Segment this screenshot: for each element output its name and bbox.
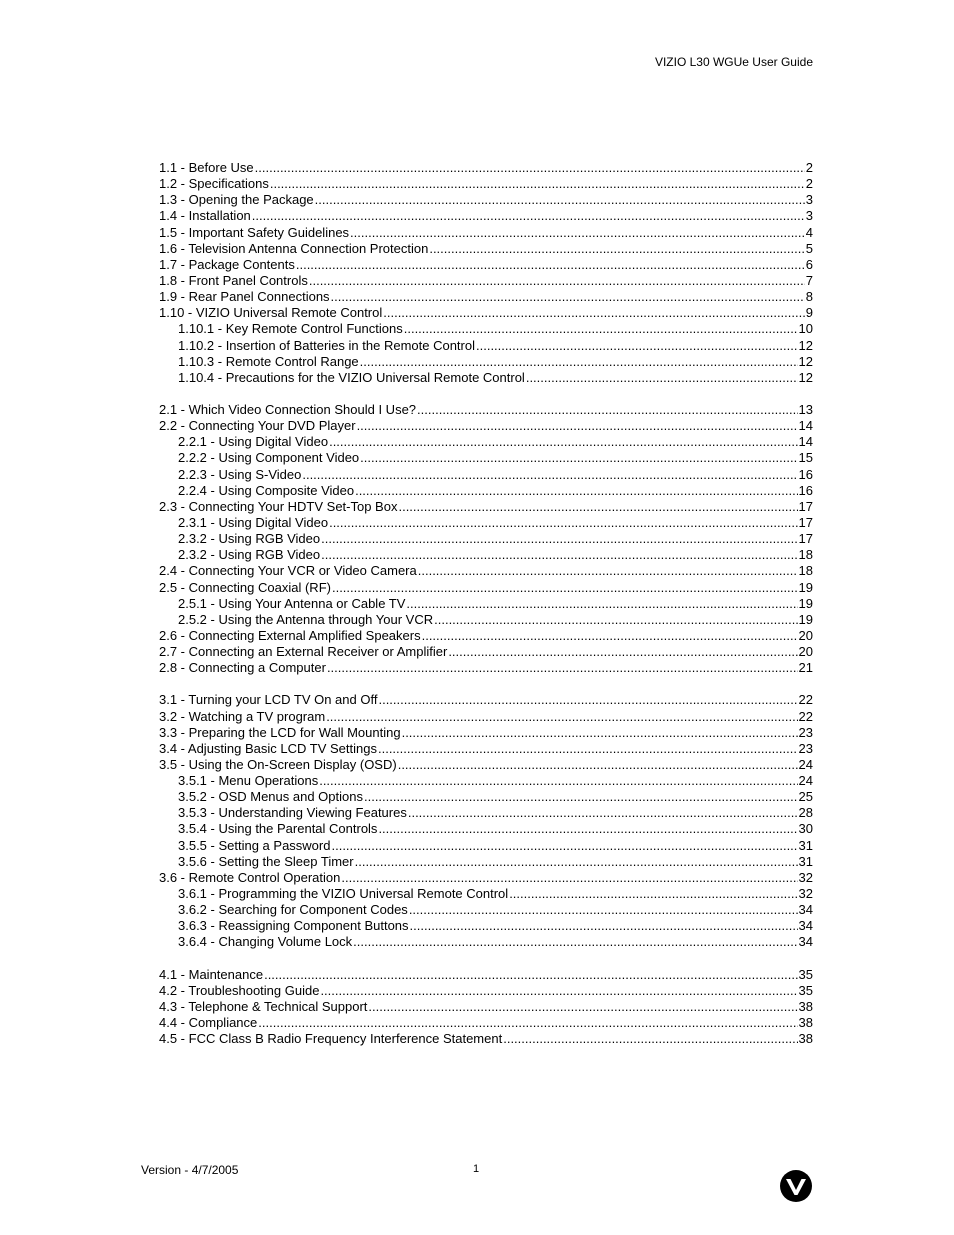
toc-dot-leader: [326, 709, 797, 725]
toc-dot-leader: [526, 370, 798, 386]
toc-entry-page: 10: [798, 321, 813, 337]
toc-entry-label: 2.3.1 - Using Digital Video: [178, 514, 329, 530]
toc-entry-label: 1.10 - VIZIO Universal Remote Control: [159, 305, 383, 321]
toc-entry-page: 22: [798, 692, 813, 708]
toc-entry-label: 2.3.2 - Using RGB Video: [178, 531, 321, 547]
toc-dot-leader: [258, 1015, 797, 1031]
toc-entry-page: 24: [798, 773, 813, 789]
toc-entry[interactable]: [159, 241, 813, 257]
toc-entry-page: 34: [798, 902, 813, 918]
toc-dot-leader: [378, 741, 798, 757]
toc-entry[interactable]: [159, 418, 813, 434]
toc-entry-label: 2.5 - Connecting Coaxial (RF): [159, 579, 331, 595]
toc-entry-label: 1.1 - Before Use: [159, 160, 254, 175]
toc-entry-label: 1.8 - Front Panel Controls: [159, 272, 308, 288]
toc-entry[interactable]: [159, 273, 813, 289]
toc-entry[interactable]: [159, 934, 813, 950]
toc-dot-leader: [360, 354, 798, 370]
toc-entry-page: 18: [798, 563, 813, 579]
toc-entry-label: 3.5.5 - Setting a Password: [178, 837, 331, 853]
toc-entry[interactable]: [159, 483, 813, 499]
toc-entry-label: 3.6 - Remote Control Operation: [159, 869, 341, 885]
toc-entry-page: 7: [805, 272, 813, 288]
toc-entry-label: 1.10.1 - Key Remote Control Functions: [178, 321, 403, 337]
toc-entry[interactable]: [159, 805, 813, 821]
toc-dot-leader: [476, 338, 798, 354]
toc-entry[interactable]: [159, 176, 813, 192]
toc-entry-page: 19: [798, 595, 813, 611]
toc-entry[interactable]: [159, 257, 813, 273]
toc-entry-page: 9: [805, 305, 813, 321]
toc-entry-label: 2.5.2 - Using the Antenna through Your VCR: [178, 611, 434, 627]
toc-dot-leader: [398, 499, 797, 515]
toc-dot-leader: [321, 547, 797, 563]
toc-entry-label: 2.2.1 - Using Digital Video: [178, 434, 329, 450]
toc-entry-page: 3: [805, 192, 813, 208]
toc-dot-leader: [417, 402, 798, 418]
toc-entry-label: 2.2.2 - Using Component Video: [178, 450, 360, 466]
toc-entry-label: 3.6.1 - Programming the VIZIO Universal Remote Control: [178, 886, 509, 902]
toc-dot-leader: [378, 692, 797, 708]
toc-entry-label: 1.3 - Opening the Package: [159, 192, 314, 208]
toc-dot-leader: [270, 176, 805, 192]
footer-version: Version - 4/7/2005: [141, 1163, 239, 1177]
toc-entry[interactable]: [159, 208, 813, 224]
toc-dot-leader: [509, 886, 797, 902]
toc-dot-leader: [368, 999, 797, 1015]
toc-entry[interactable]: [159, 1015, 813, 1031]
toc-entry-label: 2.1 - Which Video Connection Should I Use?: [159, 401, 417, 417]
toc-entry-page: 16: [798, 466, 813, 482]
toc-entry[interactable]: [159, 354, 813, 370]
toc-entry[interactable]: [159, 757, 813, 773]
toc-entry-label: 4.3 - Telephone & Technical Support: [159, 998, 368, 1014]
toc-dot-leader: [321, 531, 797, 547]
toc-entry-page: 16: [798, 482, 813, 498]
toc-entry-label: 2.8 - Connecting a Computer: [159, 660, 326, 676]
toc-dot-leader: [503, 1031, 797, 1047]
toc-dot-leader: [315, 192, 805, 208]
toc-dot-leader: [360, 450, 797, 466]
toc-dot-leader: [327, 660, 798, 676]
toc-entry-page: 19: [798, 579, 813, 595]
toc-entry-label: 1.10.2 - Insertion of Batteries in the Remote Control: [178, 337, 475, 353]
toc-dot-leader: [357, 418, 798, 434]
toc-entry-page: 17: [798, 531, 813, 547]
toc-entry-page: 23: [798, 724, 813, 740]
toc-entry[interactable]: [159, 612, 813, 628]
toc-entry-page: 2: [805, 176, 813, 192]
toc-dot-leader: [319, 773, 797, 789]
toc-entry[interactable]: [159, 773, 813, 789]
toc-entry-page: 19: [798, 611, 813, 627]
toc-dot-leader: [331, 838, 797, 854]
toc-entry[interactable]: [159, 983, 813, 999]
toc-entry[interactable]: [159, 467, 813, 483]
toc-dot-leader: [320, 983, 797, 999]
toc-dot-leader: [364, 789, 798, 805]
toc-entry-page: 15: [798, 450, 813, 466]
toc-entry-page: 17: [798, 514, 813, 530]
toc-dot-leader: [329, 515, 797, 531]
toc-entry[interactable]: [159, 192, 813, 208]
toc-entry-page: 30: [798, 821, 813, 837]
toc-entry-label: 1.5 - Important Safety Guidelines: [159, 224, 350, 240]
toc-dot-leader: [296, 257, 805, 273]
toc-entry[interactable]: [159, 660, 813, 676]
toc-entry-label: 3.3 - Preparing the LCD for Wall Mounting: [159, 724, 401, 740]
toc-entry[interactable]: [159, 838, 813, 854]
toc-entry[interactable]: [159, 338, 813, 354]
toc-entry-page: 22: [798, 708, 813, 724]
toc-entry[interactable]: [159, 450, 813, 466]
toc-entry-page: 23: [798, 740, 813, 756]
toc-entry-page: 6: [805, 256, 813, 272]
toc-entry[interactable]: [159, 741, 813, 757]
toc-entry-label: 3.5.1 - Menu Operations: [178, 773, 319, 789]
toc-entry[interactable]: [159, 967, 813, 983]
toc-entry[interactable]: [159, 289, 813, 305]
toc-entry-page: 32: [798, 886, 813, 902]
toc-dot-leader: [434, 612, 797, 628]
toc-entry-page: 34: [798, 934, 813, 950]
toc-dot-leader: [422, 628, 798, 644]
toc-entry-label: 3.6.3 - Reassigning Component Buttons: [178, 918, 409, 934]
toc-entry-page: 5: [805, 240, 813, 256]
toc-dot-leader: [353, 934, 797, 950]
toc-entry-page: 38: [798, 1015, 813, 1031]
toc-entry-page: 28: [798, 805, 813, 821]
toc-entry[interactable]: [159, 870, 813, 886]
toc-entry-label: 3.6.4 - Changing Volume Lock: [178, 934, 353, 950]
toc-dot-leader: [378, 821, 797, 837]
toc-entry-page: 12: [798, 353, 813, 369]
toc-entry-label: 1.4 - Installation: [159, 208, 251, 224]
toc-entry[interactable]: [159, 821, 813, 837]
toc-entry-page: 14: [798, 434, 813, 450]
toc-dot-leader: [331, 289, 805, 305]
toc-dot-leader: [355, 483, 797, 499]
toc-entry-label: 2.2 - Connecting Your DVD Player: [159, 418, 356, 434]
toc-entry-label: 4.2 - Troubleshooting Guide: [159, 982, 320, 998]
toc-entry[interactable]: [159, 902, 813, 918]
toc-dot-leader: [341, 870, 797, 886]
toc-entry-label: 3.1 - Turning your LCD TV On and Off: [159, 692, 378, 708]
toc-entry-page: 2: [805, 160, 813, 175]
toc-entry[interactable]: [159, 709, 813, 725]
toc-entry[interactable]: [159, 305, 813, 321]
toc-entry-label: 3.4 - Adjusting Basic LCD TV Settings: [159, 740, 377, 756]
toc-dot-leader: [404, 321, 798, 337]
toc-dot-leader: [252, 208, 805, 224]
toc-entry[interactable]: [159, 563, 813, 579]
toc-dot-leader: [410, 918, 798, 934]
toc-entry-label: 3.5.2 - OSD Menus and Options: [178, 789, 363, 805]
toc-entry-page: 34: [798, 918, 813, 934]
toc-dot-leader: [264, 967, 797, 983]
toc-dot-leader: [448, 644, 797, 660]
toc-entry-page: 18: [798, 547, 813, 563]
toc-dot-leader: [408, 805, 798, 821]
toc-dot-leader: [309, 273, 805, 289]
toc-entry-page: 4: [805, 224, 813, 240]
vizio-v-logo-icon: [780, 1170, 812, 1202]
toc-entry-label: 2.2.3 - Using S-Video: [178, 466, 302, 482]
toc-entry[interactable]: [159, 886, 813, 902]
toc-entry-page: 38: [798, 998, 813, 1014]
toc-entry-label: 2.4 - Connecting Your VCR or Video Camera: [159, 563, 417, 579]
toc-entry[interactable]: [159, 160, 813, 176]
toc-entry[interactable]: [159, 499, 813, 515]
toc-entry-label: 3.5.3 - Understanding Viewing Features: [178, 805, 407, 821]
toc-entry[interactable]: [159, 644, 813, 660]
toc-entry[interactable]: [159, 1031, 813, 1047]
toc-dot-leader: [383, 305, 805, 321]
toc-entry[interactable]: [159, 918, 813, 934]
toc-entry-label: 1.9 - Rear Panel Connections: [159, 289, 330, 305]
toc-entry-label: 2.3 - Connecting Your HDTV Set-Top Box: [159, 498, 398, 514]
toc-entry-label: 2.7 - Connecting an External Receiver or Amplifier: [159, 644, 448, 660]
toc-entry-page: 32: [798, 869, 813, 885]
toc-entry[interactable]: [159, 596, 813, 612]
toc-entry[interactable]: [159, 515, 813, 531]
toc-entry-label: 1.10.3 - Remote Control Range: [178, 353, 359, 369]
toc-entry-label: 1.10.4 - Precautions for the VIZIO Universal Remote Control: [178, 369, 525, 385]
toc-entry-page: 31: [798, 853, 813, 869]
toc-entry-label: 4.4 - Compliance: [159, 1015, 258, 1031]
toc-entry[interactable]: [159, 547, 813, 563]
toc-entry-label: 2.6 - Connecting External Amplified Speakers: [159, 627, 421, 643]
toc-entry-label: 3.5.4 - Using the Parental Controls: [178, 821, 378, 837]
toc-entry-page: 14: [798, 418, 813, 434]
footer-page-number: 1: [473, 1163, 480, 1175]
toc-entry-label: 3.5.6 - Setting the Sleep Timer: [178, 853, 354, 869]
toc-entry[interactable]: [159, 854, 813, 870]
document-header-title: VIZIO L30 WGUe User Guide: [654, 55, 813, 69]
toc-entry-label: 3.2 - Watching a TV program: [159, 708, 326, 724]
toc-dot-leader: [398, 757, 798, 773]
toc-entry-page: 21: [798, 660, 813, 676]
toc-entry-page: 13: [798, 401, 813, 417]
toc-dot-leader: [355, 854, 798, 870]
toc-dot-leader: [332, 580, 798, 596]
toc-entry[interactable]: [159, 531, 813, 547]
toc-entry-page: 24: [798, 756, 813, 772]
toc-dot-leader: [302, 467, 797, 483]
table-of-contents: [159, 160, 813, 1047]
toc-entry-page: 12: [798, 337, 813, 353]
toc-dot-leader: [402, 725, 798, 741]
toc-entry-label: 3.6.2 - Searching for Component Codes: [178, 902, 408, 918]
toc-entry-page: 31: [798, 837, 813, 853]
toc-dot-leader: [350, 225, 805, 241]
toc-dot-leader: [429, 241, 804, 257]
toc-entry-label: 2.5.1 - Using Your Antenna or Cable TV: [178, 595, 406, 611]
toc-entry[interactable]: [159, 225, 813, 241]
toc-entry[interactable]: [159, 692, 813, 708]
toc-entry-label: 2.3.2 - Using RGB Video: [178, 547, 321, 563]
toc-entry[interactable]: [159, 999, 813, 1015]
toc-entry[interactable]: [159, 628, 813, 644]
toc-entry-label: 1.2 - Specifications: [159, 176, 269, 192]
toc-entry[interactable]: [159, 725, 813, 741]
toc-entry[interactable]: [159, 402, 813, 418]
toc-entry-label: 1.6 - Television Antenna Connection Protection: [159, 240, 429, 256]
toc-entry-page: 35: [798, 982, 813, 998]
toc-dot-leader: [329, 434, 797, 450]
toc-entry-label: 1.7 - Package Contents: [159, 256, 295, 272]
toc-entry-page: 38: [798, 1031, 813, 1047]
toc-entry-page: 20: [798, 644, 813, 660]
toc-entry-label: 3.5 - Using the On-Screen Display (OSD): [159, 756, 397, 772]
toc-entry-page: 3: [805, 208, 813, 224]
toc-entry[interactable]: [159, 789, 813, 805]
toc-entry-label: 4.1 - Maintenance: [159, 966, 264, 982]
toc-entry[interactable]: [159, 434, 813, 450]
toc-dot-leader: [406, 596, 797, 612]
toc-entry-page: 12: [798, 369, 813, 385]
toc-entry-label: 2.2.4 - Using Composite Video: [178, 482, 355, 498]
toc-entry-page: 8: [805, 289, 813, 305]
toc-entry-page: 17: [798, 498, 813, 514]
toc-entry-page: 20: [798, 627, 813, 643]
toc-dot-leader: [255, 160, 805, 176]
toc-entry[interactable]: [159, 580, 813, 596]
toc-entry[interactable]: [159, 321, 813, 337]
toc-dot-leader: [418, 563, 798, 579]
toc-dot-leader: [409, 902, 798, 918]
toc-entry[interactable]: [159, 370, 813, 386]
toc-entry-page: 25: [798, 789, 813, 805]
toc-entry-label: 4.5 - FCC Class B Radio Frequency Interference Statement: [159, 1031, 503, 1047]
toc-entry-page: 35: [798, 966, 813, 982]
